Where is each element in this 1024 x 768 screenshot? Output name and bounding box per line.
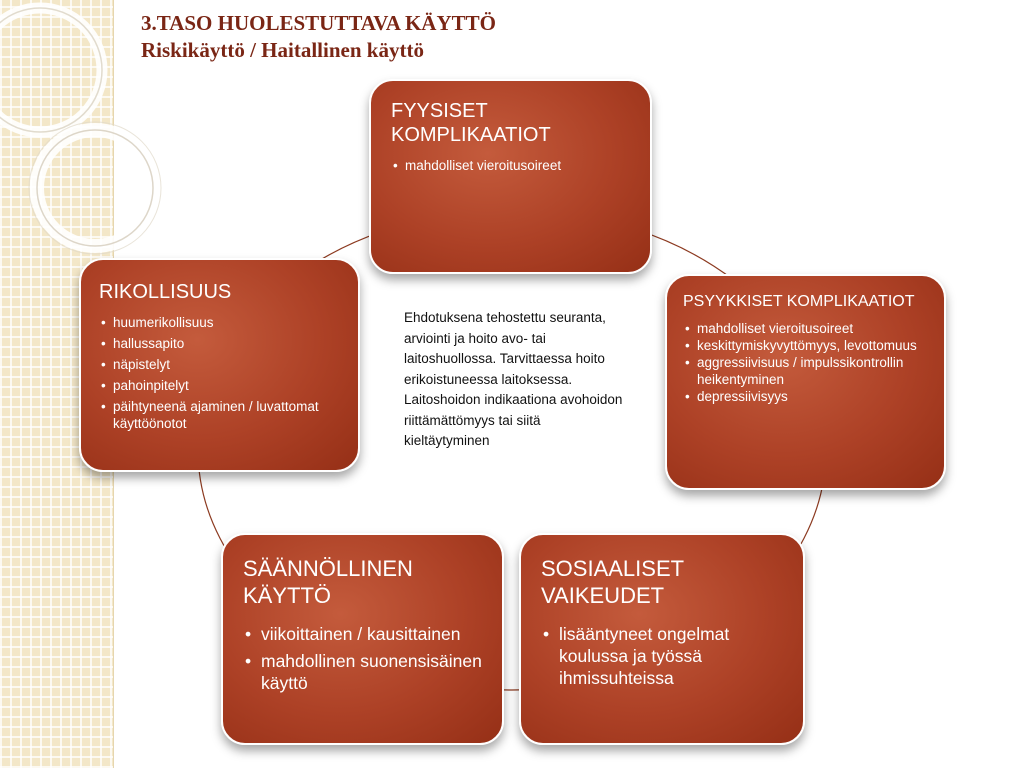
card-bullet-list bbox=[541, 623, 787, 689]
list-item: • aggressiivisuus / impulssikontrollin heikentyminen bbox=[683, 354, 930, 388]
card-bullet-list bbox=[99, 314, 344, 432]
list-item: • hallussapito bbox=[99, 335, 344, 352]
card-bullet-list bbox=[683, 320, 930, 405]
list-item: • päihtyneenä ajaminen / luvattomat käyttöönotot bbox=[99, 398, 344, 432]
list-item: • näpistelyt bbox=[99, 356, 344, 373]
card-title: SOSIAALISET VAIKEUDET bbox=[541, 556, 684, 608]
list-item: • keskittymiskyvyttömyys, levottomuus bbox=[683, 337, 930, 354]
card-title: FYYSISET KOMPLIKAATIOT bbox=[391, 100, 551, 146]
card-bullet-list bbox=[243, 623, 486, 694]
card-title: SÄÄNNÖLLINEN KÄYTTÖ bbox=[243, 556, 413, 608]
card-saannollinen-kaytto bbox=[221, 533, 504, 745]
list-item: • mahdolliset vieroitusoireet bbox=[683, 320, 930, 337]
card-title: PSYYKKISET KOMPLIKAATIOT bbox=[683, 293, 915, 310]
list-item: • mahdolliset vieroitusoireet bbox=[391, 157, 634, 174]
card-sosiaaliset-vaikeudet bbox=[519, 533, 805, 745]
list-item: • viikoittainen / kausittainen bbox=[243, 623, 486, 645]
card-bullet-list bbox=[391, 157, 634, 174]
title-line-1: 3.TASO HUOLESTUTTAVA KÄYTTÖ bbox=[141, 11, 496, 35]
card-rikollisuus bbox=[79, 258, 360, 472]
list-item: • pahoinpitelyt bbox=[99, 377, 344, 394]
list-item: • huumerikollisuus bbox=[99, 314, 344, 331]
list-item: • mahdollinen suonensisäinen käyttö bbox=[243, 650, 486, 694]
list-item: • lisääntyneet ongelmat koulussa ja työssä ihmissuhteissa bbox=[541, 623, 787, 689]
card-title: RIKOLLISUUS bbox=[99, 281, 232, 303]
title-line-2: Riskikäyttö / Haitallinen käyttö bbox=[141, 38, 424, 62]
list-item: • depressiivisyys bbox=[683, 388, 930, 405]
card-fyysiset-komplikaatiot bbox=[369, 79, 652, 274]
center-description: Ehdotuksena tehostettu seuranta, arviointi ja hoito avo- tai laitoshuollossa. Tarvittaessa hoito erikoistuneessa laitoksessa. Laitoshoidon indikaationa avohoidon riittämättömyys tai siitä kieltäytyminen bbox=[404, 310, 623, 448]
card-psyykkiset-komplikaatiot bbox=[665, 274, 946, 490]
